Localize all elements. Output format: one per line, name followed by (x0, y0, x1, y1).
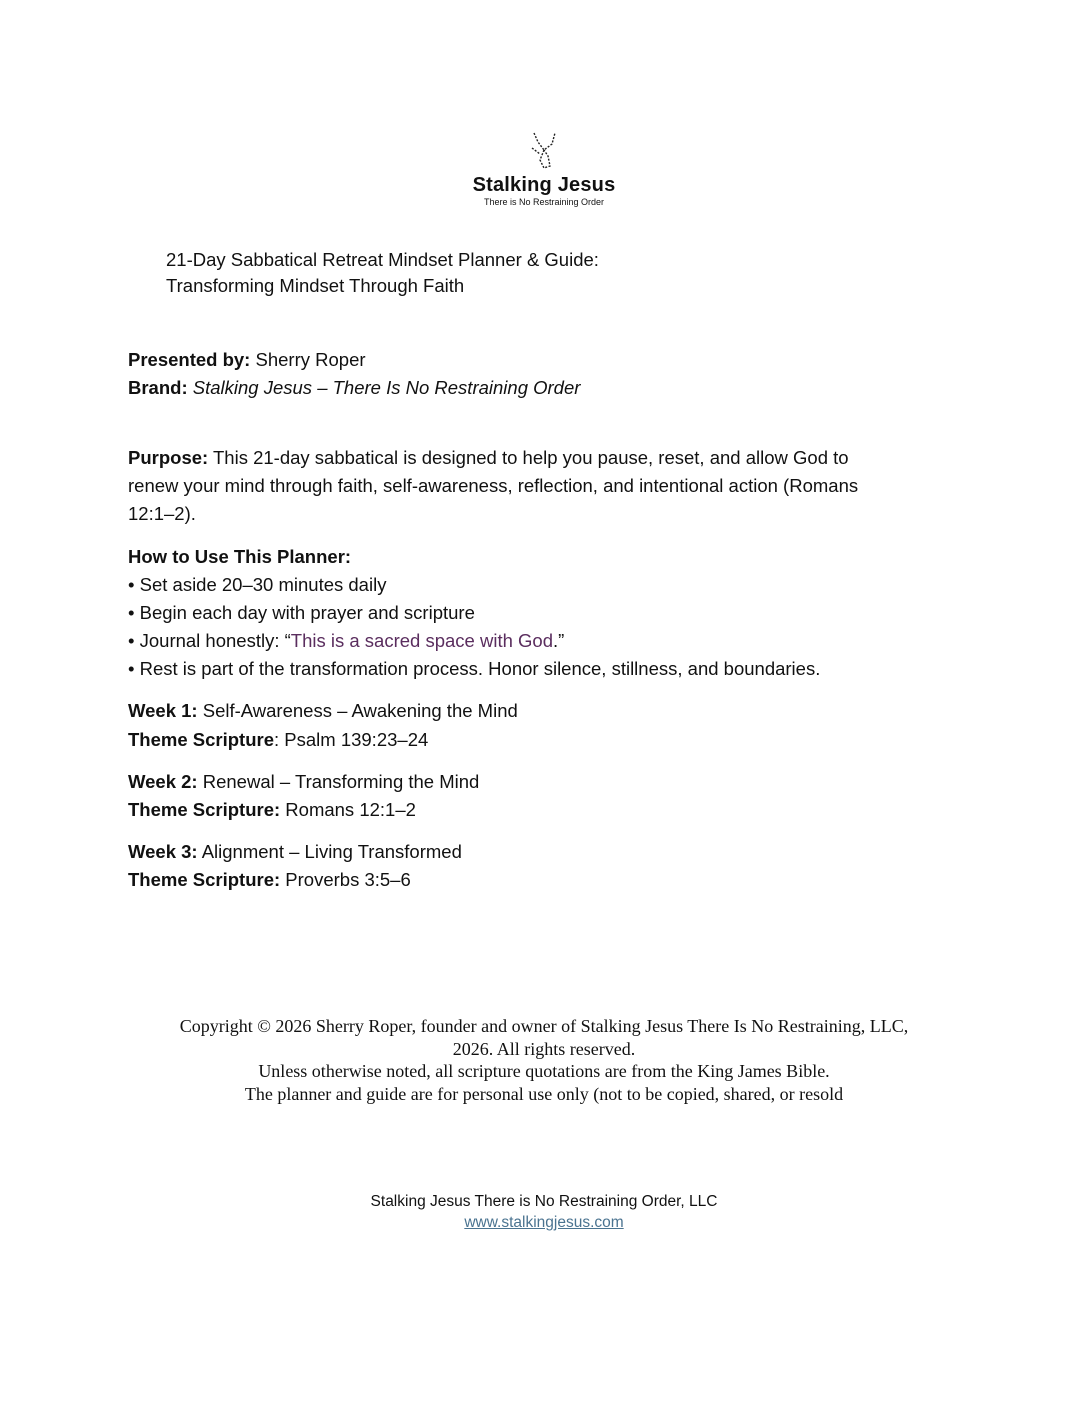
footer (0, 1191, 1088, 1233)
logo (444, 130, 644, 207)
week-2-scripture (128, 796, 416, 824)
week-title: Alignment – Living Transformed (197, 841, 462, 862)
presented-by (128, 346, 366, 374)
scripture-label: Theme Scripture (128, 729, 274, 750)
purpose-line-1 (128, 444, 849, 472)
week-title: Renewal – Transforming the Mind (197, 771, 480, 792)
presented-label: Presented by: (128, 349, 251, 370)
purpose-label: Purpose: (128, 447, 209, 468)
copyright-line: The planner and guide are for personal use only (not to be copied, shared, or resold (244, 1083, 844, 1104)
week-3-scripture (128, 866, 411, 894)
how-to-heading-text: How to Use This Planner: (128, 546, 352, 567)
scripture-value: Romans 12:1–2 (280, 799, 416, 820)
list-item: • Begin each day with prayer and scripture (128, 602, 475, 623)
copyright-line: 2026. All rights reserved. (452, 1038, 636, 1059)
brand (128, 374, 580, 402)
journal-quote: This is a sacred space with God (290, 630, 553, 651)
week-2 (128, 768, 479, 796)
week-title: Self-Awareness – Awakening the Mind (197, 700, 518, 721)
scripture-value: : Psalm 139:23–24 (274, 729, 429, 750)
title-line-1: 21-Day Sabbatical Retreat Mindset Planner & Guide: (166, 249, 599, 270)
list-item: • Rest is part of the transformation process. Honor silence, stillness, and boundaries. (128, 658, 821, 679)
title-line-2: Transforming Mindset Through Faith (166, 275, 465, 296)
journal-suffix: .” (552, 630, 565, 651)
list-item: • Set aside 20–30 minutes daily (128, 574, 387, 595)
website-link[interactable]: www.stalkingjesus.com (464, 1214, 624, 1231)
logo-subtitle: There is No Restraining Order (483, 197, 605, 207)
how-to-heading (128, 543, 351, 571)
scripture-value: Proverbs 3:5–6 (280, 869, 411, 890)
scripture-label: Theme Scripture: (128, 799, 281, 820)
purpose-line-2: renew your mind through faith, self-awareness, reflection, and intentional action (Romans (128, 475, 859, 496)
week-label: Week 2: (128, 771, 198, 792)
list-item (128, 627, 564, 655)
week-1 (128, 697, 518, 725)
copyright-line: Unless otherwise noted, all scripture quotations are from the King James Bible. (258, 1061, 830, 1081)
footer-company: Stalking Jesus There is No Restraining Order, LLC (370, 1193, 718, 1210)
week-3 (128, 838, 462, 866)
purpose-text: This 21-day sabbatical is designed to help you pause, reset, and allow God to (208, 447, 849, 468)
brand-label: Brand: (128, 377, 188, 398)
copyright-notice (0, 1015, 1088, 1105)
logo-title: Stalking Jesus (472, 174, 616, 196)
week-label: Week 1: (128, 700, 198, 721)
week-label: Week 3: (128, 841, 198, 862)
week-1-scripture (128, 726, 428, 754)
presented-value: Sherry Roper (250, 349, 366, 370)
copyright-line: Copyright © 2026 Sherry Roper, founder and owner of Stalking Jesus There Is No Restraining, LLC, (179, 1016, 909, 1036)
purpose-line-3: 12:1–2). (128, 503, 196, 524)
brand-value: Stalking Jesus – There Is No Restraining Order (187, 377, 581, 398)
scripture-label: Theme Scripture: (128, 869, 281, 890)
dove-icon (524, 130, 564, 174)
journal-prefix: • Journal honestly: “ (128, 630, 291, 651)
